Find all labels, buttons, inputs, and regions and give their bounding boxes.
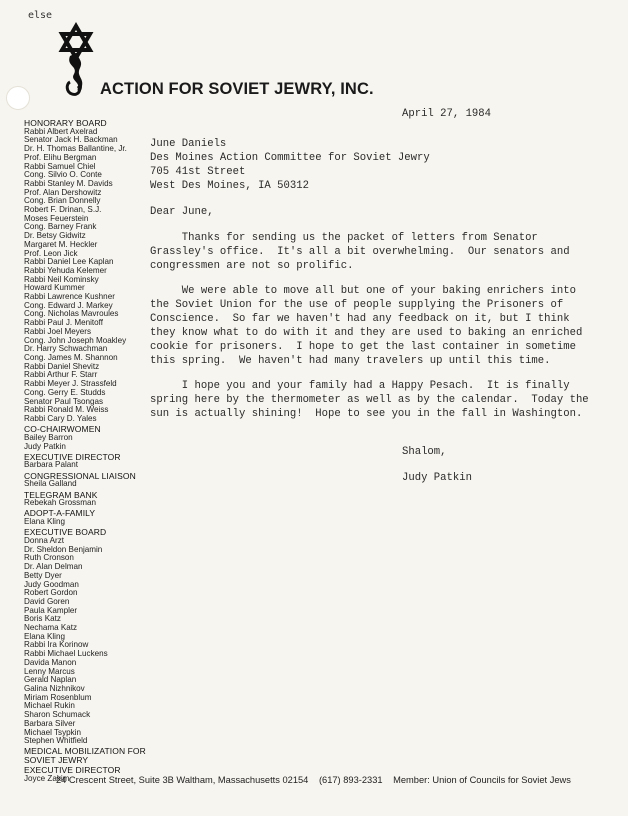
- sidebar-member-name: Dr. Betsy Gidwitz: [24, 231, 86, 241]
- sidebar-member-name: Barbara Palant: [24, 460, 78, 470]
- salutation: Dear June,: [150, 206, 214, 218]
- sidebar-member-name: Donna Arzt: [24, 536, 65, 546]
- sidebar-section-heading: MEDICAL MOBILIZATION FOR SOVIET JEWRY: [24, 746, 146, 766]
- sidebar-section-heading: ADOPT-A-FAMILY: [24, 508, 96, 519]
- sidebar-member-name: Rabbi Albert Axelrad: [24, 126, 98, 136]
- sidebar-member-name: Elana Kling: [24, 631, 65, 641]
- sidebar-member-name: Prof. Leon Jick: [24, 248, 78, 258]
- letter-date: April 27, 1984: [402, 108, 492, 120]
- sidebar-member-name: Rabbi Meyer J. Strassfeld: [24, 379, 117, 389]
- footer-phone: (617) 893-2331: [318, 775, 383, 785]
- sidebar-member-name: Rabbi Ronald M. Weiss: [24, 405, 109, 415]
- sidebar-member-name: David Goren: [24, 596, 70, 606]
- sidebar-section-heading: CO-CHAIRWOMEN: [24, 424, 101, 435]
- paragraph-line: the Soviet Union for the use of people supplying the Prisoners of: [150, 299, 564, 311]
- closing: Shalom,: [402, 446, 447, 458]
- sidebar-member-name: Cong. Gerry E. Studds: [24, 387, 106, 397]
- sidebar-section: [24, 528, 164, 746]
- paragraph-line: spring here by the thermometer as well as by the calendar. Today the: [150, 394, 589, 406]
- paragraph-line: sun is actually shining! Hope to see you in the fall in Washington.: [150, 408, 583, 420]
- sidebar-member-name: Rabbi Neil Kominsky: [24, 274, 99, 284]
- sidebar-member-name: Rabbi Daniel Shevitz: [24, 361, 100, 371]
- sidebar-section-heading: TELEGRAM BANK: [24, 489, 98, 500]
- sidebar-member-name: Dr. H. Thomas Ballantine, Jr.: [24, 144, 127, 154]
- paragraph-line: this spring. We haven't had many travelers up until this time.: [150, 355, 551, 367]
- sidebar-member-name: Cong. Barney Frank: [24, 222, 97, 232]
- sidebar-member-name: Cong. Brian Donnelly: [24, 196, 101, 206]
- sidebar-member-name: Joyce Zakim: [24, 774, 70, 784]
- sidebar-member-name: Cong. Edward J. Markey: [24, 300, 113, 310]
- sidebar-member-name: Lenny Marcus: [24, 666, 75, 676]
- sidebar-member-name: Rabbi Arthur F. Starr: [24, 370, 98, 380]
- sidebar-member-name: Bailey Barron: [24, 432, 73, 442]
- paragraph-line: congressmen are not so prolific.: [150, 260, 354, 272]
- sidebar-member-name: Cong. Silvio O. Conte: [24, 170, 102, 180]
- sidebar-member-name: Prof. Elihu Bergman: [24, 152, 97, 162]
- sidebar-member-name: Rabbi Ira Korinow: [24, 640, 89, 650]
- sidebar-member-name: Barbara Silver: [24, 718, 76, 728]
- sidebar-member-name: Cong. Nicholas Mavroules: [24, 309, 119, 319]
- sidebar-section: [24, 472, 164, 489]
- sidebar-section: [24, 491, 164, 508]
- paragraph-line: Grassley's office. It's all a bit overwhelming. Our senators and: [150, 246, 570, 258]
- sidebar-member-name: Miriam Rosenblum: [24, 692, 92, 702]
- sidebar-member-name: Stephen Whitfield: [24, 736, 88, 746]
- sidebar-member-name: Rebekah Grossman: [24, 498, 96, 508]
- sidebar-member-name: Rabbi Cary D. Yales: [24, 413, 97, 423]
- sidebar-member-name: Michael Tsypkin: [24, 727, 81, 737]
- recipient-name: June Daniels: [150, 138, 227, 150]
- sidebar-member-name: Davida Manon: [24, 657, 77, 667]
- paragraph-line: cookie for prisoners. I hope to get the last container in sometime: [150, 341, 576, 353]
- sidebar-member-name: Sharon Schumack: [24, 710, 91, 720]
- sidebar-member-name: Rabbi Yehuda Kelemer: [24, 265, 107, 275]
- sidebar-section: [24, 453, 164, 470]
- sidebar-member-name: Howard Kummer: [24, 283, 85, 293]
- sidebar-member-name: Rabbi Paul J. Menitoff: [24, 318, 104, 328]
- paragraph-line: Conscience. So far we haven't had any feedback on it, but I think: [150, 313, 570, 325]
- paragraph-line: they know what to do with it and they are used to baking an enriched: [150, 327, 583, 339]
- sidebar-member-name: Ruth Cronson: [24, 553, 74, 563]
- sidebar-member-name: Prof. Alan Dershowitz: [24, 187, 102, 197]
- recipient-city: West Des Moines, IA 50312: [150, 180, 309, 192]
- sidebar-member-name: Judy Goodman: [24, 579, 79, 589]
- sidebar-member-name: Judy Patkin: [24, 441, 66, 451]
- recipient-organization: Des Moines Action Committee for Soviet Jewry: [150, 152, 430, 164]
- sidebar-member-name: Robert Gordon: [24, 588, 78, 598]
- sidebar-member-name: Dr. Sheldon Benjamin: [24, 544, 103, 554]
- sidebar-member-name: Nechama Katz: [24, 623, 78, 633]
- letterhead-sidebar: [24, 118, 164, 785]
- sidebar-member-name: Moses Feuerstein: [24, 213, 89, 223]
- sidebar-member-name: Dr. Alan Delman: [24, 562, 83, 572]
- sidebar-section-heading: EXECUTIVE BOARD: [24, 527, 107, 538]
- sidebar-section: [24, 747, 164, 764]
- letterhead-footer: [56, 775, 579, 785]
- sidebar-member-name: Cong. James M. Shannon: [24, 352, 118, 362]
- punch-hole: [6, 86, 30, 110]
- sidebar-member-name: Robert F. Drinan, S.J.: [24, 205, 102, 215]
- sidebar-section: [24, 119, 164, 424]
- footer-membership: Member: Union of Councils for Soviet Jews: [393, 775, 571, 785]
- sidebar-section: [24, 425, 164, 451]
- sidebar-member-name: Rabbi Michael Luckens: [24, 649, 108, 659]
- sidebar-section: [24, 509, 164, 526]
- sidebar-member-name: Boris Katz: [24, 614, 61, 624]
- sidebar-section-heading: EXECUTIVE DIRECTOR: [24, 451, 121, 462]
- sidebar-member-name: Cong. John Joseph Moakley: [24, 335, 127, 345]
- sidebar-member-name: Betty Dyer: [24, 570, 62, 580]
- sidebar-member-name: Galina Nizhnikov: [24, 684, 85, 693]
- organization-name: ACTION FOR SOVIET JEWRY, INC.: [100, 80, 374, 98]
- paragraph-line: I hope you and your family had a Happy Pesach. It is finally: [150, 380, 570, 392]
- sidebar-member-name: Sheila Galland: [24, 479, 77, 489]
- recipient-street: 705 41st Street: [150, 166, 246, 178]
- corner-note: else: [28, 10, 53, 21]
- sidebar-member-name: Rabbi Joel Meyers: [24, 326, 92, 336]
- sidebar-member-name: Rabbi Lawrence Kushner: [24, 292, 115, 302]
- sidebar-section-heading: HONORARY BOARD: [24, 118, 107, 128]
- sidebar-section-heading: CONGRESSIONAL LIAISON: [24, 470, 136, 481]
- sidebar-member-name: Elana Kling: [24, 517, 65, 527]
- sidebar-member-name: Dr. Harry Schwachman: [24, 344, 108, 354]
- signer-name: Judy Patkin: [402, 472, 472, 484]
- sidebar-member-name: Margaret M. Heckler: [24, 239, 98, 249]
- sidebar-member-name: Senator Paul Tsongas: [24, 396, 104, 406]
- sidebar-member-name: Rabbi Daniel Lee Kaplan: [24, 257, 114, 267]
- sidebar-member-name: Paula Kampler: [24, 605, 78, 615]
- sidebar-member-name: Rabbi Stanley M. Davids: [24, 178, 113, 188]
- sidebar-member-name: Gerald Naplan: [24, 675, 77, 685]
- sidebar-member-name: Rabbi Samuel Chiel: [24, 161, 96, 171]
- sidebar-member-name: Senator Jack H. Backman: [24, 135, 118, 145]
- footer-address: 24 Crescent Street, Suite 3B Waltham, Massachusetts 02154: [56, 775, 309, 785]
- paragraph-line: We were able to move all but one of your baking enrichers into: [150, 285, 576, 297]
- paragraph-line: Thanks for sending us the packet of letters from Senator: [150, 232, 538, 244]
- sidebar-section-heading: EXECUTIVE DIRECTOR: [24, 765, 121, 776]
- sidebar-member-name: Michael Rukin: [24, 701, 75, 711]
